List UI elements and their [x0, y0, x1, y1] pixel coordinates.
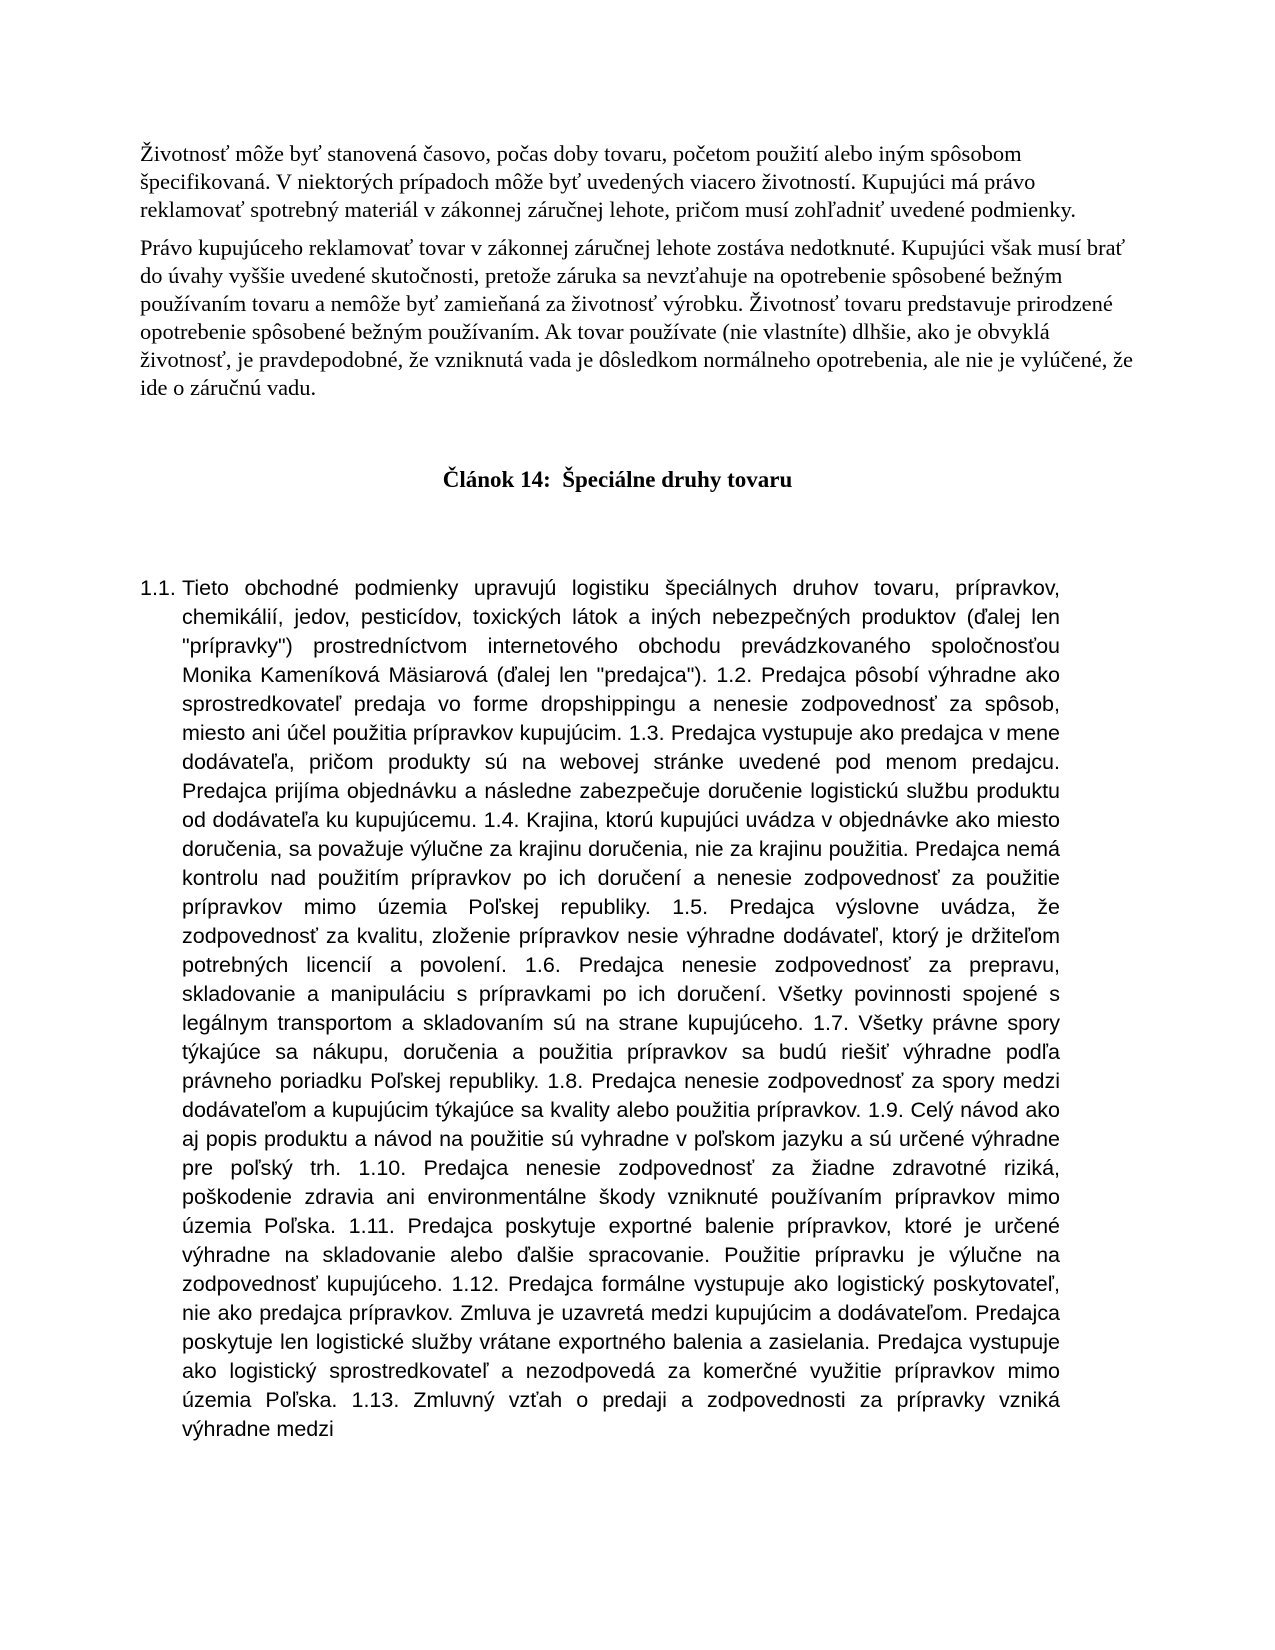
paragraph-durability: Životnosť môže byť stanovená časovo, počas doby tovaru, početom použití alebo iným spôsobom špecifikovaná. V niektorých prípadoch môže byť uvedených viacero životností. Kupujúci má právo reklamovať spotrebný materiál v zákonnej záručnej lehote, pričom musí zohľadniť uvedené podmienky.	[140, 141, 1076, 222]
terms-list-item	[140, 574, 1060, 1444]
list-item-text: Tieto obchodné podmienky upravujú logistiku špeciálnych druhov tovaru, prípravkov, chemikálií, jedov, pesticídov, toxických látok a iných nebezpečných produktov (ďalej len "prípravky") prostredníctvom internetového obchodu prevádzkovaného spoločnosťou Monika Kameníková Mäsiarová (ďalej len "predajca"). 1.2. Predajca pôsobí výhradne ako sprostredkovateľ predaja vo forme dropshippingu a nenesie zodpovednosť za spôsob, miesto ani účel použitia prípravkov kupujúcim. 1.3. Predajca vystupuje ako predajca v mene dodávateľa, pričom produkty sú na webovej stránke uvedené pod menom predajcu. Predajca prijíma objednávku a následne zabezpečuje doručenie logistickú službu produktu od dodávateľa ku kupujúcemu. 1.4. Krajina, ktorú kupujúci uvádza v objednávke ako miesto doručenia, sa považuje výlučne za krajinu doručenia, nie za krajinu použitia. Predajca nemá kontrolu nad použitím prípravkov po ich doručení a nenesie zodpovednosť za použitie prípravkov mimo územia Poľskej republiky. 1.5. Predajca výslovne uvádza, že zodpovednosť za kvalitu, zloženie prípravkov nesie výhradne dodávateľ, ktorý je držiteľom potrebných licencií a povolení. 1.6. Predajca nenesie zodpovednosť za prepravu, skladovanie a manipuláciu s prípravkami po ich doručení. Všetky povinnosti spojené s legálnym transportom a skladovaním sú na strane kupujúceho. 1.7. Všetky právne spory týkajúce sa nákupu, doručenia a použitia prípravkov sa budú riešiť výhradne podľa právneho poriadku Poľskej republiky. 1.8. Predajca nenesie zodpovednosť za spory medzi dodávateľom a kupujúcim týkajúce sa kvality alebo použitia prípravkov. 1.9. Celý návod ako aj popis produktu a návod na použitie sú vyhradne v poľskom jazyku a sú určené výhradne pre poľský trh. 1.10. Predajca nenesie zodpovednosť za žiadne zdravotné riziká, poškodenie zdravia ani environmentálne škody vzniknuté používaním prípravkov mimo územia Poľska. 1.11. Predajca poskytuje exportné balenie prípravkov, ktoré je určené výhradne na skladovanie alebo ďalšie spracovanie. Použitie prípravku je výlučne na zodpovednosť kupujúceho. 1.12. Predajca formálne vystupuje ako logistický poskytovateľ, nie ako predajca prípravkov. Zmluva je uzavretá medzi kupujúcim a dodávateľom. Predajca poskytuje len logistické služby vrátane exportného balenia a zasielania. Predajca vystupuje ako logistický sprostredkovateľ a nezodpovedá za komerčné využitie prípravkov mimo územia Poľska. 1.13. Zmluvný vzťah o predaji a zodpovednosti za prípravky vzniká výhradne medzi	[182, 576, 1060, 1441]
list-item-number: 1.1.	[140, 576, 176, 600]
paragraph-warranty-claims: Právo kupujúceho reklamovať tovar v zákonnej záručnej lehote zostáva nedotknuté. Kupujúci však musí brať do úvahy vyššie uvedené skutočnosti, pretože záruka sa nevzťahuje na opotrebenie spôsobené bežným používaním tovaru a nemôže byť zamieňaná za životnosť výrobku. Životnosť tovaru predstavuje prirodzené opotrebenie spôsobené bežným používaním. Ak tovar používate (nie vlastníte) dlhšie, ako je obvyklá životnosť, je pravdepodobné, že vzniknutá vada je dôsledkom normálneho opotrebenia, ale nie je vylúčené, že ide o záručnú vadu.	[140, 235, 1134, 400]
article-heading: Článok 14: Špeciálne druhy tovaru	[442, 467, 793, 492]
